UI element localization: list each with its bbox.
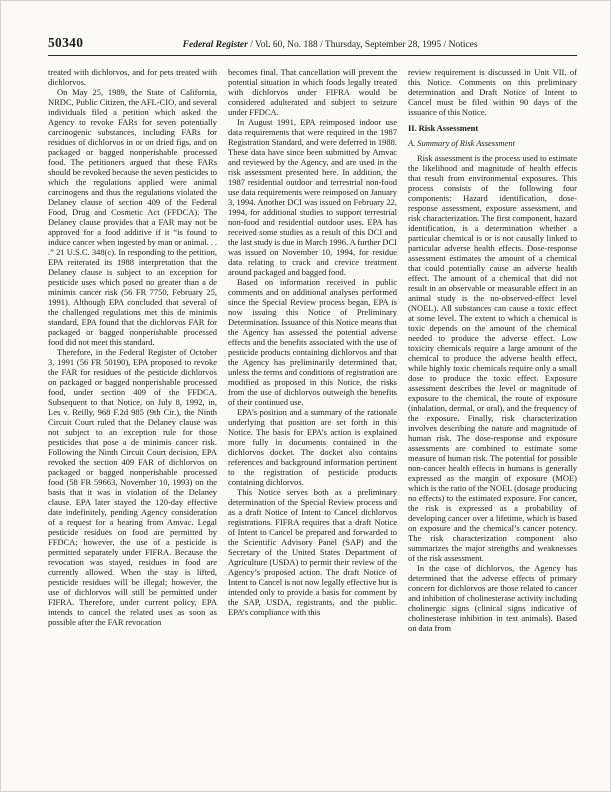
section-heading: II. Risk Assessment (408, 123, 479, 133)
text-column-left (48, 67, 217, 765)
text-column-right (408, 67, 577, 765)
paragraph: becomes final. That cancellation will prevent the potential situation in which foods legally treated with dichlorvos under FIFRA would be considered adulterated and subject to seizure under FFDCA. (228, 67, 397, 117)
text-column-center (228, 67, 397, 765)
paragraph: This Notice serves both as a preliminary determination of the Special Review process and as a draft Notice of Intent to Cancel dichlorvos registrations. FIFRA requires that a draft Notice of Intent to Cancel be prepared and forwarded to the Scientific Advisory Panel (SAP) and the Secretary of the United States Department of Agriculture (USDA) to permit their review of the Agency’s proposed action. The draft Notice of Intent to Cancel is not now legally effective but is intended only to provide a basis for comment by the SAP, USDA, registrants, and the public. EPA’s compliance with this (228, 487, 397, 617)
paragraph: treated with dichlorvos, and for pets treated with dichlorvos. (48, 67, 217, 87)
paragraph: Therefore, in the Federal Register of October 3, 1991 (56 FR 50190), EPA proposed to revoke the FAR for residues of the pesticide dichlorvos on packaged or bagged nonperishable processed food, under section 409 of the FFDCA. Subsequent to that Notice, on July 8, 1992, in, Les v. Reilly, 968 F.2d 985 (9th Cir.), the Ninth Circuit Court ruled that the Delaney clause was not subject to an exception rule for those pesticides that pose a de minimis cancer risk. Following the Ninth Circuit Court decision, EPA revoked the section 409 FAR of dichlorvos on packaged or bagged nonperishable processed food (58 FR 59663, November 10, 1993) on the basis that it was in violation of the Delaney clause. EPA later stayed the 120-day effective date indefinitely, pending Agency consideration of a request for a hearing from Amvac. Legal pesticide residues on food are permitted by FFDCA; however, the use of a pesticide is permitted separately under FIFRA. Because the revocation was stayed, residues in food are currently allowed. When the stay is lifted, pesticide residues will be illegal; however, the use of dichlorvos will still be permitted under FIFRA. Therefore, under current policy, EPA intends to cancel the related uses as soon as possible after the FAR revocation (48, 347, 217, 627)
page-header (48, 35, 577, 56)
journal-line (83, 40, 577, 50)
paragraph: review requirement is discussed in Unit VII. of this Notice. Comments on this preliminary determination and Draft Notice of Intent to Cancel must be filed within 90 days of the issuance of this Notice. (408, 67, 577, 117)
paragraph: In August 1991, EPA reimposed indoor use data requirements that were required in the 1987 Registration Standard, and were deferred in 1988. These data have since been submitted by Amvac and reviewed by the Agency, and are used in the risk assessment presented here. In addition, the 1987 residential outdoor and terrestrial non-food use data requirements were reimposed on January 3, 1994. Another DCI was issued on February 22, 1994, for additional studies to support terrestrial non-food and residential outdoor uses. EPA has received some studies as a result of this DCI and the last study is due in March 1996. A further DCI was issued on November 10, 1994, for residue data relating to crack and crevice treatment around packaged and bagged food. (228, 117, 397, 277)
page-number: 50340 (48, 35, 84, 50)
paragraph: EPA’s position and a summary of the rationale underlying that position are set forth in this Notice. The basis for EPA’s action is explained more fully in documents contained in the dichlorvos docket. The docket also contains references and background information pertinent to the registration of pesticide products containing dichlorvos. (228, 407, 397, 487)
paragraph: Based on information received in public comments and on additional analyses performed since the Special Review process began, EPA is now issuing this Notice of Preliminary Determination. Issuance of this Notice means that the Agency has assessed the potential adverse effects and the benefits associated with the use of pesticide products containing dichlorvos and that the Agency has preliminarily determined that, unless the terms and conditions of registration are modified as proposed in this Notice, the risks from the use of dichlorvos outweigh the benefits of their continued use. (228, 277, 397, 407)
paragraph: On May 25, 1989, the State of California, NRDC, Public Citizen, the AFL-CIO, and several individuals filed a petition which asked the Agency to revoke FARs for seven potentially carcinogenic substances, including FARs for residues of dichlorvos in or on dried figs, and on packaged or bagged nonperishable processed food. The petitioners argued that these FARs should be revoked because the seven pesticides to which the regulations applied were animal carcinogens and thus the regulations violated the Delaney clause of section 409 of the Federal Food, Drug and Cosmetic Act (FFDCA). The Delaney clause provides that a FAR may not be approved for a food additive if it “is found to induce cancer when ingested by man or animal. . . .” 21 U.S.C. 348(c). In responding to the petition, EPA reiterated its 1988 interpretation that the Delaney clause is subject to an exception for pesticide uses which posed no greater than a de minimis cancer risk (56 FR 7750, February 25, 1991). Although EPA concluded that several of the challenged regulations met this de minimis standard, EPA found that the dichlorvos FAR for packaged or bagged nonperishable processed food did not meet this standard. (48, 87, 217, 347)
page-body (48, 67, 577, 765)
journal-info: / Vol. 60, No. 188 / Thursday, September 28, 1995 / Notices (247, 40, 478, 50)
paragraph: Risk assessment is the process used to estimate the likelihood and magnitude of health effects that result from environmental exposures. This process consists of the following four components: Hazard identification, dose-response assessment, exposure assessment, and risk characterization. The first component, hazard identification, is a determination whether a particular chemical is or is not causally linked to particular adverse health effects. Dose-response assessment estimates the amount of a chemical that could potentially cause an adverse health effect. The amount of a chemical that did not result in an observable or measurable effect in an animal study is the no-observed-effect level (NOEL). All substances can cause a toxic effect at some level. The extent to which a chemical is toxic depends on the amount of the chemical needed to produce the adverse effect. Low toxicity chemicals require a large amount of the chemical to produce the adverse health effect, while highly toxic chemicals require only a small dose to produce the toxic effect. Exposure assessment describes the level or magnitude of exposure to the chemical, the route of exposure (inhalation, dermal, or oral), and the frequency of the exposure. Finally, risk characterization involves describing the nature and magnitude of human risk. The dose-response and exposure assessments are combined to estimate some measure of human risk. The potential for possible non-cancer health effects in humans is generally expressed as the margin of exposure (MOE) which is the ratio of the NOEL (dosage producing no effects) to the estimated exposure. For cancer, the risk is expressed as a probability of developing cancer over a lifetime, which is based on exposure and the chemical’s cancer potency. The risk characterization component also summarizes the major strengths and weaknesses of the risk assessment. (408, 153, 577, 563)
header-rule (48, 55, 577, 56)
header-row (48, 35, 577, 51)
paragraph: In the case of dichlorvos, the Agency has determined that the adverse effects of primary concern for dichlorvos are those related to cancer and inhibition of cholinesterase activity including cholinergic signs (clinical signs indicative of cholinesterase inhibition in test animals). Based on data from (408, 563, 577, 633)
journal-title: Federal Register (182, 40, 248, 50)
section-subheading: A. Summary of Risk Assessment (408, 138, 515, 148)
